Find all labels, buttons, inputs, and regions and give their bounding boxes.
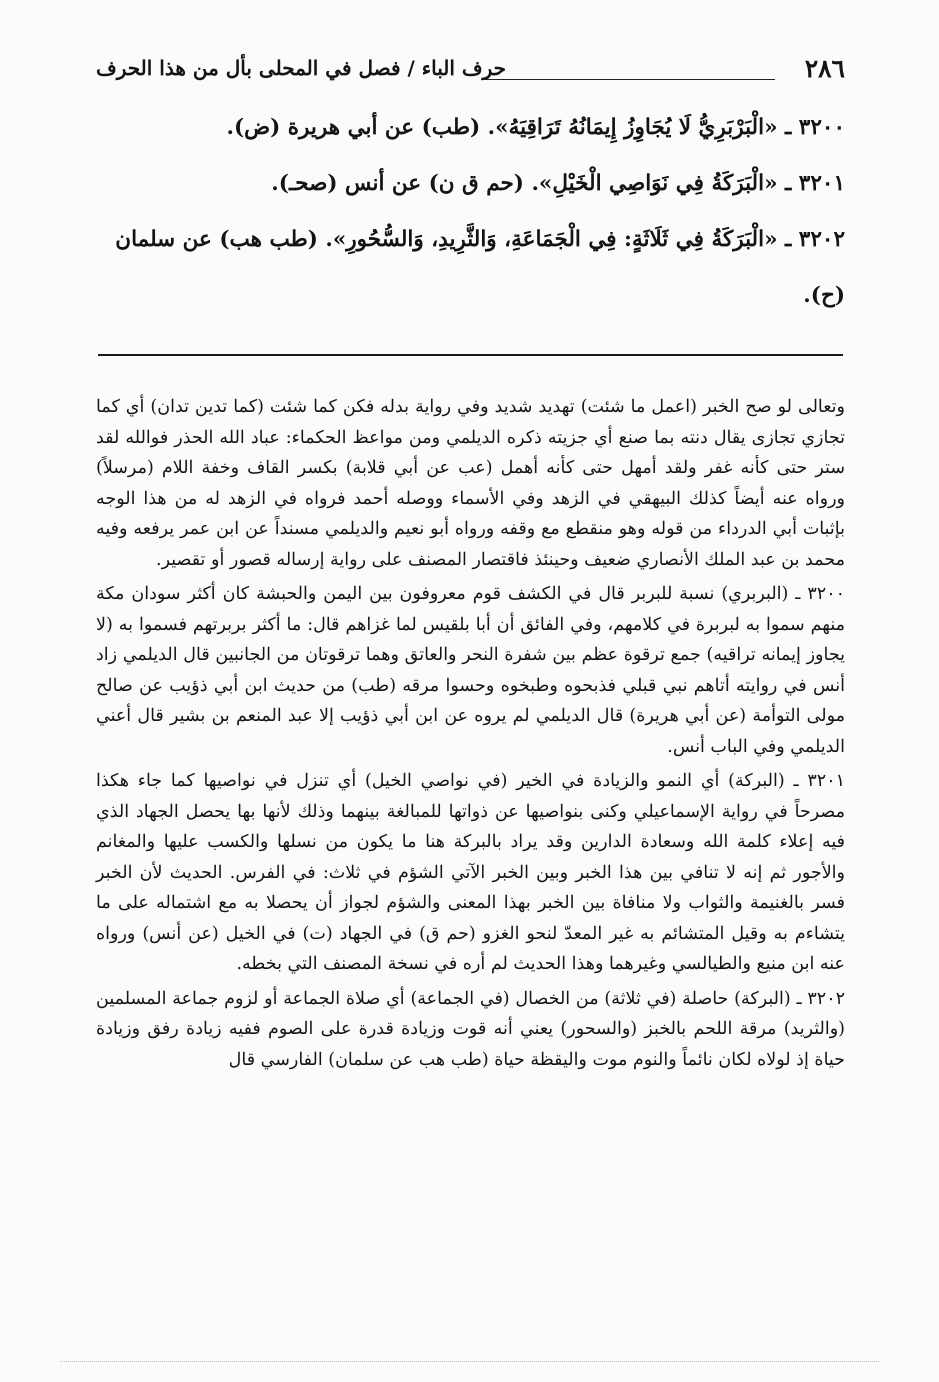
header-rule xyxy=(481,79,775,80)
commentary-paragraph: ٣٢٠٠ ـ (البربري) نسبة للبربر قال في الكشف قوم معروفون بين اليمن والحبشة كان أكثر سودان مكة منهم سموا به لبربرة في كلامهم، وفي الفائق أن أبا بلقيس لما غزاهم قال: ما أكثر بربرتهم فسموا به (لا يجاوز إيمانه تراقيه) جمع ترقوة عظم بين شفرة النحر والعاتق وهما ترقوتان من الجانبين قال الديلمي زاد أنس في روايته أتاهم نبي قبلي فذبحوه وطبخوه وحسوا مرقه (طب) من حديث ابن أبي ذؤيب عن صالح مولى التوأمة (عن أبي هريرة) قال الديلمي لم يروه عن ابن أبي ذؤيب إلا عبد المنعم بن بشير قال أعني الديلمي وفي الباب أنس. xyxy=(96,584,845,757)
hadith-text: ٣٢٠١ ـ «الْبَرَكَةُ فِي نَوَاصِي الْخَيْلِ». (حم ق ن) عن أنس (صحـ). xyxy=(271,171,845,196)
commentary-paragraph: ٣٢٠٢ ـ (البركة) حاصلة (في ثلاثة) من الخصال (في الجماعة) أي صلاة الجماعة أو لزوم جماعة المسلمين (والثريد) مرقة اللحم بالخبز (والسحور) يعني أنه قوت وزيادة قدرة على الصوم ففيه زيادة رفق وزيادة حياة إذ لولاه لكان نائماً والنوم موت واليقظة حياة (طب هب عن سلمان) الفارسي قال xyxy=(96,988,845,1070)
section-divider xyxy=(98,354,843,356)
hadith-3201 xyxy=(100,156,845,212)
commentary-paragraph: وتعالى لو صح الخبر (اعمل ما شئت) تهديد شديد وفي رواية بدله فكن كما شئت (كما تدين تدان) أي كما تجازي تجازى يقال دنته بما صنع أي جزيته ذكره الديلمي ومن مواعظ الحكماء: عباد الله الحذر فوالله لقد ستر حتى كأنه غفر ولقد أمهل حتى كأنه أهمل (عب عن أبي قلابة) بكسر القاف وخفة اللام (مرسلاً) ورواه عنه أيضاً كذلك البيهقي في الزهد وفي الأسماء ووصله أحمد فرواه في الزهد له من هذا الوجه بإثبات أبي الدرداء من قوله وهو منقطع مع وقفه ورواه أبو نعيم والديلمي مسنداً عن ابن عمر يرفعه وفيه محمد بن عبد الملك الأنصاري ضعيف وحينئذ فاقتصار المصنف على رواية إرساله قصور أو تقصير. xyxy=(96,397,845,570)
hadith-3200 xyxy=(100,100,845,156)
commentary-paragraph: ٣٢٠١ ـ (البركة) أي النمو والزيادة في الخير (في نواصي الخيل) أي تنزل في نواصيها كما جاء هكذا مصرحاً في رواية الإسماعيلي وكنى بنواصيها عن ذواتها للمبالغة بينهما وذلك لأنها بها يحصل الجهاد الذي فيه إعلاء كلمة الله وسعادة الدارين وقد يراد بالبركة هنا ما يكون من نسلها والكسب عليها والمغانم والأجور ثم إنه لا تنافي بين هذا الخبر وبين الخبر الآتي الشؤم في ثلاث: في الفرس. الحديث لأن الخبر فسر بالغنيمة والثواب ولا منافاة بين الخبر بهذا المعنى والشؤم لجواز أن يحصلا به مع اشتماله على ما يتشاءم به وقيل المتشائم به غير المعدّ لنحو الغزو (حم ق) في الجهاد (ت) في الخيل (عن أنس) ورواه عنه ابن منيع والطيالسي وغيرهما وهذا الحديث لم أره في نسخة المصنف التي بخطه. xyxy=(96,771,845,974)
running-title: حرف الباء / فصل في المحلى بأل من هذا الحرف xyxy=(96,56,507,80)
hadith-text: ٣٢٠٢ ـ «الْبَرَكَةُ فِي ثَلَاثَةٍ: فِي الْجَمَاعَةِ، وَالثَّرِيدِ، وَالسُّحُورِ». (طب هب) عن سلمان (ح). xyxy=(115,227,845,308)
commentary xyxy=(96,392,845,1079)
hadith-text: ٣٢٠٠ ـ «الْبَرْبَرِيُّ لَا يُجَاوِزُ إِيمَانُهُ تَرَاقِيَهُ». (طب) عن أبي هريرة (ض). xyxy=(226,115,845,140)
page-header xyxy=(96,52,845,92)
scan-edge xyxy=(60,1361,879,1366)
page-number: ٢٨٦ xyxy=(804,54,845,83)
hadith-3202 xyxy=(100,212,845,324)
